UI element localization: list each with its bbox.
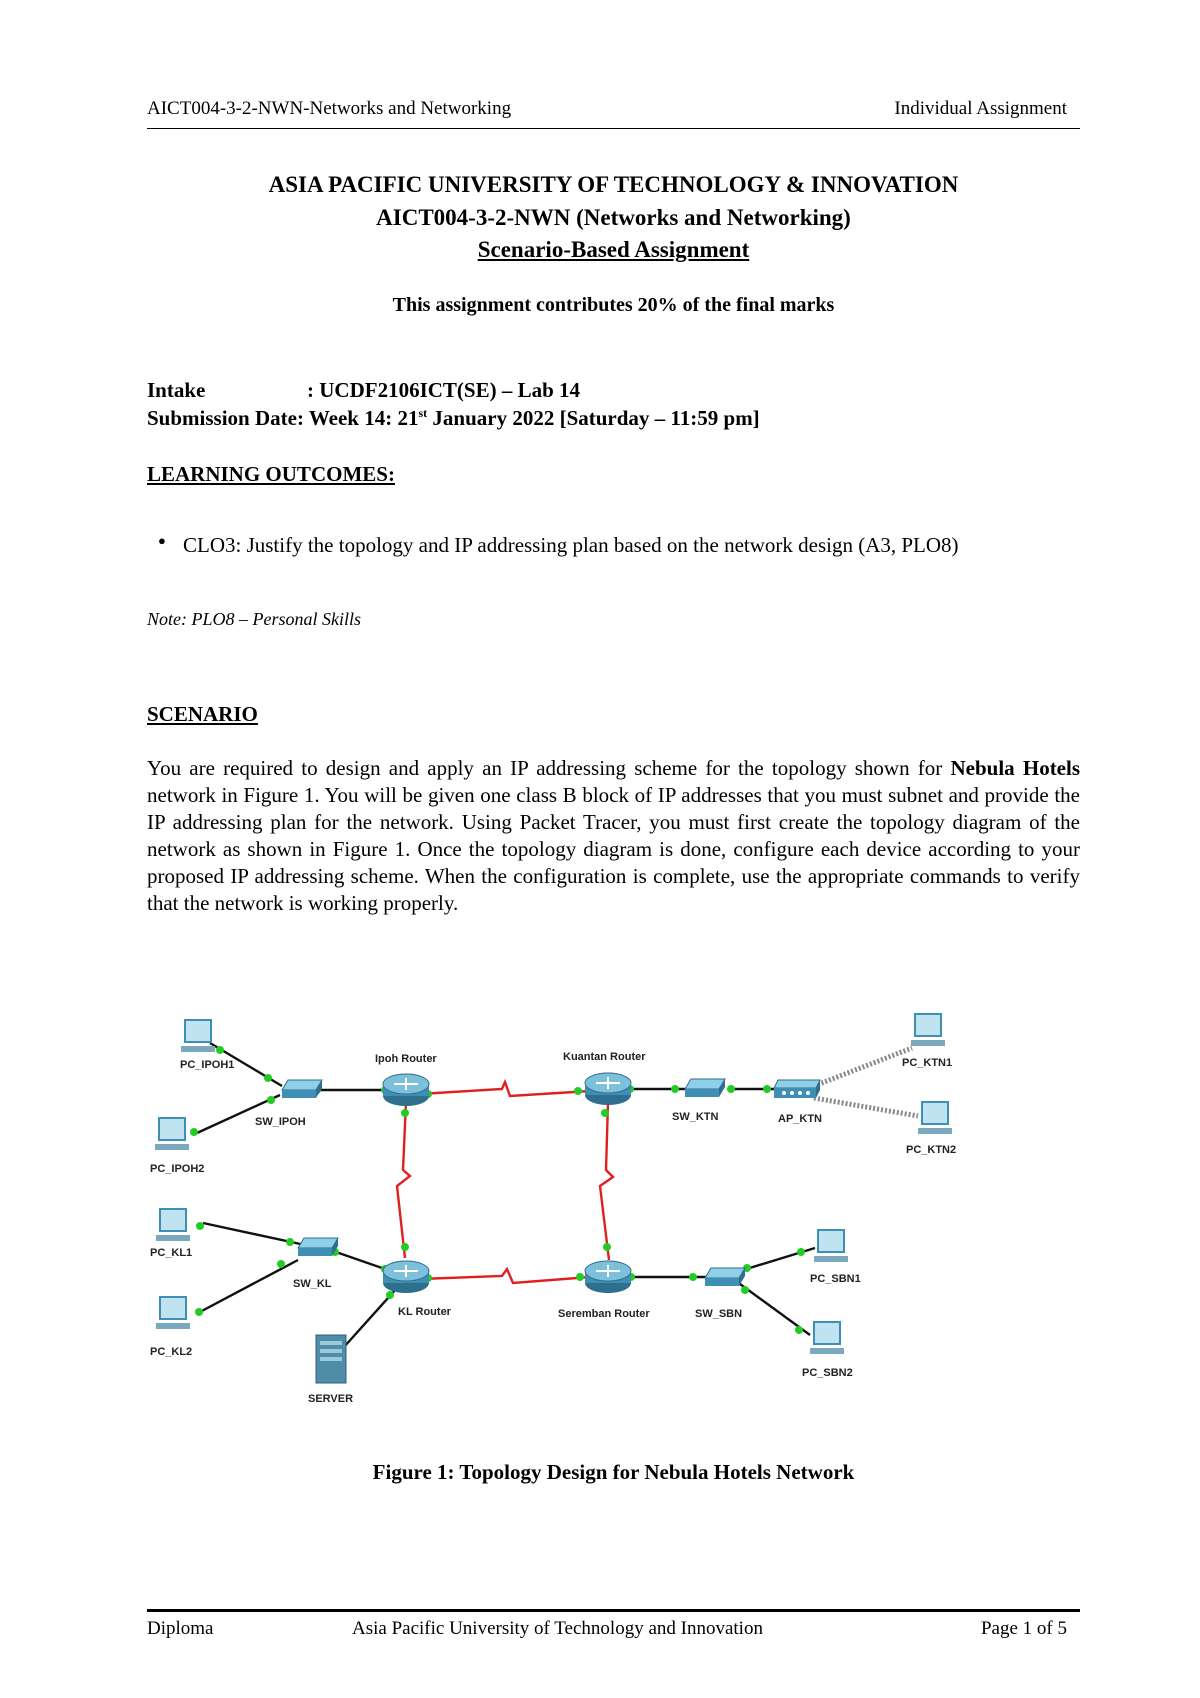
page-header	[147, 98, 1080, 129]
submission-label: Submission Date:	[147, 406, 304, 430]
label-seremban-router: Seremban Router	[558, 1308, 650, 1320]
port-dot	[727, 1085, 735, 1093]
port-dot	[603, 1243, 611, 1251]
page-footer	[147, 1609, 1080, 1639]
label-pc-sbn1: PC_SBN1	[810, 1273, 861, 1285]
kuantan-router-icon	[585, 1073, 631, 1105]
port-dot	[264, 1074, 272, 1082]
university-title: ASIA PACIFIC UNIVERSITY OF TECHNOLOGY & INNOVATION	[268, 172, 959, 197]
wireless-pcktn1	[814, 1048, 912, 1086]
port-dot	[795, 1326, 803, 1334]
intake-line	[147, 378, 580, 403]
figure-caption: Figure 1: Topology Design for Nebula Hotels Network	[372, 1460, 855, 1484]
pc-ipoh2-icon	[155, 1118, 189, 1150]
sw-kl-icon	[298, 1238, 338, 1256]
bullet-icon: ●	[158, 533, 166, 548]
access-point-icon	[774, 1080, 820, 1098]
serial-ipoh-kl	[397, 1102, 410, 1258]
port-dot	[277, 1260, 285, 1268]
scenario-paragraph	[147, 755, 1080, 917]
submission-sup: st	[418, 406, 428, 420]
footer-left: Diploma	[147, 1618, 214, 1639]
contribution-note: This assignment contributes 20% of the final marks	[392, 294, 835, 316]
pc-ktn2-icon	[918, 1102, 952, 1134]
pc-ipoh1-icon	[181, 1020, 215, 1052]
port-dot	[196, 1222, 204, 1230]
port-dot	[576, 1273, 584, 1281]
learning-outcomes-heading: LEARNING OUTCOMES:	[147, 462, 395, 486]
sw-ipoh-icon	[282, 1080, 322, 1098]
port-dot	[267, 1096, 275, 1104]
port-dot	[195, 1308, 203, 1316]
label-pc-sbn2: PC_SBN2	[802, 1367, 853, 1379]
label-pc-ipoh2: PC_IPOH2	[150, 1163, 205, 1175]
scenario-text-end: network in Figure 1. You will be given one class B block of IP addresses that you must subnet and provide the IP addressing plan for the network. Using Packet Tracer, you must first create the topology diagram of the network as shown in Figure 1. Once the topology diagram is done, configure each device according to your proposed IP addressing scheme. When the configuration is complete, use the appropriate commands to verify that the network is working properly.	[147, 783, 1080, 915]
label-kuantan-router: Kuantan Router	[563, 1051, 646, 1063]
submission-pre: Week 14: 21	[308, 406, 419, 430]
serial-ipoh-kuantan	[420, 1082, 590, 1096]
server-icon	[316, 1335, 346, 1383]
pc-kl1-icon	[156, 1209, 190, 1241]
header-type: Individual Assignment	[894, 98, 1067, 119]
label-sw-sbn: SW_SBN	[695, 1308, 743, 1320]
header-course: AICT004-3-2-NWN-Networks and Networking	[147, 98, 512, 119]
serial-kl-seremban	[420, 1269, 590, 1283]
label-pc-kl1: PC_KL1	[150, 1247, 193, 1259]
pc-sbn1-icon	[814, 1230, 848, 1262]
label-pc-ipoh1: PC_IPOH1	[180, 1059, 235, 1071]
pc-ktn1-icon	[911, 1014, 945, 1046]
port-dot	[216, 1046, 224, 1054]
port-dot	[797, 1248, 805, 1256]
scenario-company: Nebula Hotels	[950, 756, 1081, 780]
port-dot	[741, 1286, 749, 1294]
scenario-text-start: You are required to design and apply an IP addressing scheme for the topology shown for	[147, 756, 943, 780]
port-dot	[763, 1085, 771, 1093]
port-dot	[574, 1087, 582, 1095]
port-dot	[386, 1291, 394, 1299]
ipoh-router-icon	[383, 1074, 429, 1106]
footer-page-number: Page 1 of 5	[980, 1618, 1067, 1639]
topology-diagram	[150, 990, 1050, 1430]
intake-label: Intake	[147, 378, 206, 402]
serial-kuantan-seremban	[600, 1102, 613, 1260]
port-dot	[190, 1128, 198, 1136]
sw-sbn-icon	[705, 1268, 745, 1286]
pc-kl2-icon	[156, 1297, 190, 1329]
label-sw-ipoh: SW_IPOH	[255, 1116, 306, 1128]
scenario-heading: SCENARIO	[147, 702, 258, 726]
label-pc-ktn1: PC_KTN1	[902, 1057, 953, 1069]
label-ipoh-router: Ipoh Router	[375, 1053, 437, 1065]
label-pc-kl2: PC_KL2	[150, 1346, 193, 1358]
label-server: SERVER	[308, 1393, 354, 1405]
clo3-text: CLO3: Justify the topology and IP addressing plan based on the network design (A3, PLO8)	[183, 533, 959, 557]
port-dot	[601, 1109, 609, 1117]
port-dot	[689, 1273, 697, 1281]
link-pckl2-swkl	[198, 1260, 298, 1313]
port-dot	[286, 1238, 294, 1246]
footer-center: Asia Pacific University of Technology and Innovation	[352, 1618, 763, 1639]
label-ap-ktn: AP_KTN	[778, 1113, 823, 1125]
assignment-title: Scenario-Based Assignment	[477, 237, 750, 262]
plo-note: Note: PLO8 – Personal Skills	[147, 609, 361, 629]
kl-router-icon	[383, 1261, 429, 1293]
port-dot	[671, 1085, 679, 1093]
seremban-router-icon	[585, 1261, 631, 1293]
label-sw-kl: SW_KL	[293, 1278, 332, 1290]
sw-ktn-icon	[685, 1079, 725, 1097]
wireless-pcktn2	[814, 1098, 918, 1116]
module-title: AICT004-3-2-NWN (Networks and Networking)	[376, 205, 851, 230]
label-pc-ktn2: PC_KTN2	[906, 1144, 957, 1156]
label-kl-router: KL Router	[398, 1306, 451, 1318]
pc-sbn2-icon	[810, 1322, 844, 1354]
port-dot	[401, 1243, 409, 1251]
intake-value: : UCDF2106ICT(SE) – Lab 14	[307, 378, 581, 402]
port-dot	[401, 1109, 409, 1117]
submission-line	[147, 406, 760, 431]
label-sw-ktn: SW_KTN	[672, 1111, 719, 1123]
submission-post: January 2022 [Saturday – 11:59 pm]	[432, 406, 760, 430]
